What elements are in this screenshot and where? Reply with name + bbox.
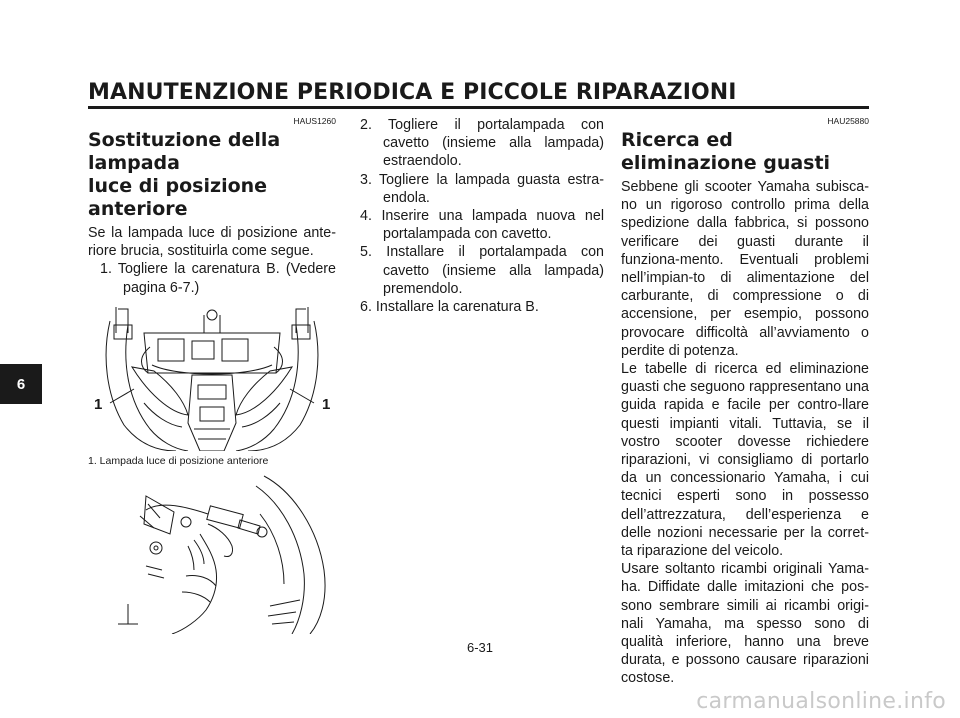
column-middle [360, 116, 604, 316]
bulb-replacement-illustration [88, 474, 336, 634]
callout-1-left: 1 [94, 395, 103, 413]
front-fairing-illustration [88, 303, 336, 451]
page-number: 6-31 [466, 640, 494, 655]
callout-1-right: 1 [322, 395, 331, 413]
intro-paragraph: Se la lampada luce di posizione ante-riore brucia, sostituirla come segue. [88, 225, 336, 260]
section-code: HAU25880 [827, 116, 869, 126]
column-right [621, 116, 869, 688]
troubleshooting-paragraph-2: Le tabelle di ricerca ed eliminazione guasti che seguono rappresentano una guida rapida e facile per contro-llare questi impianti vitali. Tuttavia, se il vostro scooter dovesse richiedere riparazioni, vi consigliamo di portarlo da un concessionario Yamaha, i cui tecnici esperti sono in possesso dell’attrezzatura, dell’esperienza e delle nozioni necessarie per la corret-ta riparazione del veicolo. [621, 361, 870, 560]
chapter-tab: 6 [0, 364, 42, 404]
step-4: 4. Inserire una lampada nuova nel portalampada con cavetto. [360, 208, 604, 243]
section-heading: Ricerca ed eliminazione guasti [621, 129, 831, 174]
step-2: 2. Togliere il portalampada con cavetto (insieme alla lampada) estraendolo. [360, 117, 604, 170]
header-divider [88, 106, 869, 109]
step-5: 5. Installare il portalampada con cavetto (insieme alla lampada) premendolo. [360, 244, 604, 297]
troubleshooting-paragraph-3: Usare soltanto ricambi originali Yama-ha. Diffidate dalle imitazioni che pos-sono sembrare simili ai ricambi origi-nali Yamaha, ma spesso sono di qualità inferiore, hanno una breve durata, e possono causare riparazioni costose. [621, 561, 869, 687]
section-heading-line1: Sostituzione della lampada [88, 129, 281, 174]
step-6: 6. Installare la carenatura B. [360, 299, 539, 316]
watermark: carmanualsonline.info [696, 689, 946, 714]
section-heading-line2: luce di posizione anteriore [88, 175, 268, 220]
column-left [88, 116, 336, 634]
figure-caption: 1. Lampada luce di posizione anteriore [88, 454, 269, 467]
troubleshooting-paragraph-1: Sebbene gli scooter Yamaha subisca-no un rigoroso controllo prima della spedizione dalla fabbrica, si possono verificare dei guasti durante il funziona-mento. Eventuali problemi nell’impian-to di alimentazione del carburante, di compressione o di accensione, per esempio, possono provocare difficoltà all’avviamento o perdite di potenza. [621, 179, 869, 359]
step-3: 3. Togliere la lampada guasta estra-endola. [360, 171, 604, 206]
page-title: MANUTENZIONE PERIODICA E PICCOLE RIPARAZIONI [88, 80, 737, 105]
section-code: HAUS1260 [293, 116, 336, 126]
section-heading [88, 129, 336, 221]
step-1: 1. Togliere la carenatura B. (Vedere pagina 6-7.) [100, 261, 336, 296]
